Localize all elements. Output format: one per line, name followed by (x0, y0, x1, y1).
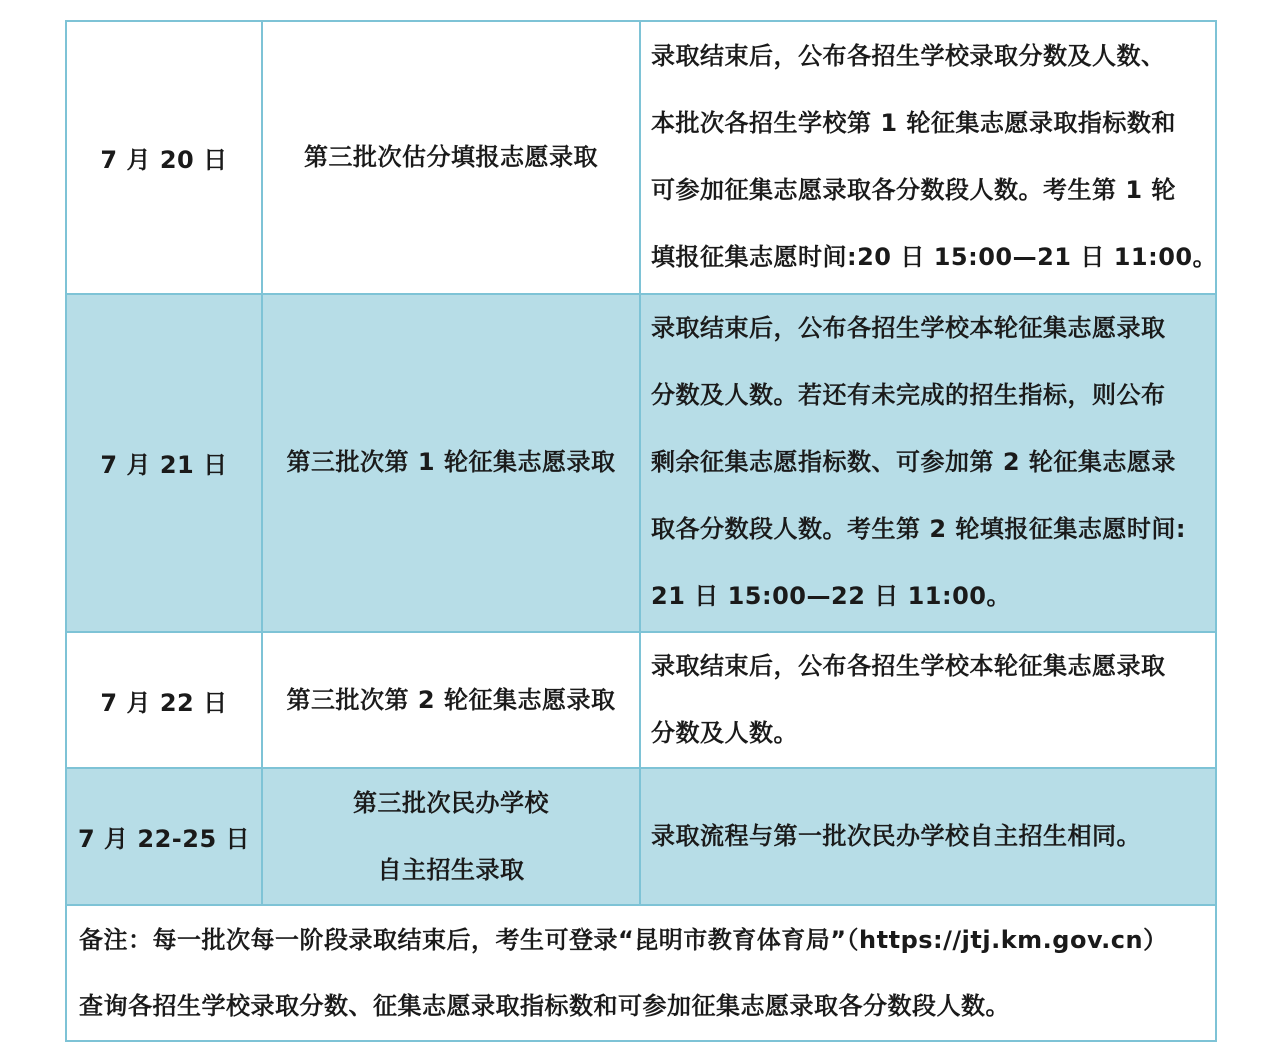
description-line: 录取结束后，公布各招生学校本轮征集志愿录取 (651, 652, 1166, 681)
stage-line: 自主招生录取 (377, 855, 525, 884)
description-line: 本批次各招生学校第 1 轮征集志愿录取指标数和 (651, 109, 1176, 138)
description-line: 录取流程与第一批次民办学校自主招生相同。 (651, 822, 1141, 851)
stage-cell (262, 768, 640, 904)
stage-line: 第三批次第 2 轮征集志愿录取 (286, 685, 616, 714)
description-line: 可参加征集志愿录取各分数段人数。考生第 1 轮 (651, 176, 1176, 205)
table-row (66, 768, 1216, 904)
stage-line: 第三批次第 1 轮征集志愿录取 (286, 448, 616, 477)
stage-line: 第三批次估分填报志愿录取 (304, 142, 598, 171)
note-row (66, 905, 1216, 1041)
table-row (66, 632, 1216, 768)
note-line: 备注：每一批次每一阶段录取结束后，考生可登录“昆明市教育体育局”（https://jtj.km.gov.cn） (79, 925, 1168, 954)
description-cell (640, 768, 1216, 904)
description-line: 取各分数段人数。考生第 2 轮填报征集志愿时间: (651, 515, 1187, 544)
description-cell (640, 294, 1216, 633)
date-cell: 7 月 20 日 (66, 21, 262, 294)
description-cell (640, 21, 1216, 294)
description-line: 填报征集志愿时间:20 日 15:00—21 日 11:00。 (651, 243, 1218, 272)
note-cell (66, 905, 1216, 1041)
description-line: 分数及人数。若还有未完成的招生指标，则公布 (651, 381, 1166, 410)
table-row (66, 21, 1216, 294)
description-cell (640, 632, 1216, 768)
stage-cell (262, 21, 640, 294)
stage-cell (262, 632, 640, 768)
description-line: 剩余征集志愿指标数、可参加第 2 轮征集志愿录 (651, 448, 1176, 477)
admission-schedule-table (65, 20, 1217, 1042)
description-line: 录取结束后，公布各招生学校录取分数及人数、 (651, 42, 1166, 71)
date-cell: 7 月 22-25 日 (66, 768, 262, 904)
description-line: 录取结束后，公布各招生学校本轮征集志愿录取 (651, 314, 1166, 343)
description-line: 分数及人数。 (651, 719, 798, 748)
date-cell: 7 月 21 日 (66, 294, 262, 633)
stage-line: 第三批次民办学校 (353, 788, 549, 817)
table-row (66, 294, 1216, 633)
note-line: 查询各招生学校录取分数、征集志愿录取指标数和可参加征集志愿录取各分数段人数。 (79, 991, 1010, 1020)
date-cell: 7 月 22 日 (66, 632, 262, 768)
stage-cell (262, 294, 640, 633)
description-line: 21 日 15:00—22 日 11:00。 (651, 582, 1012, 611)
